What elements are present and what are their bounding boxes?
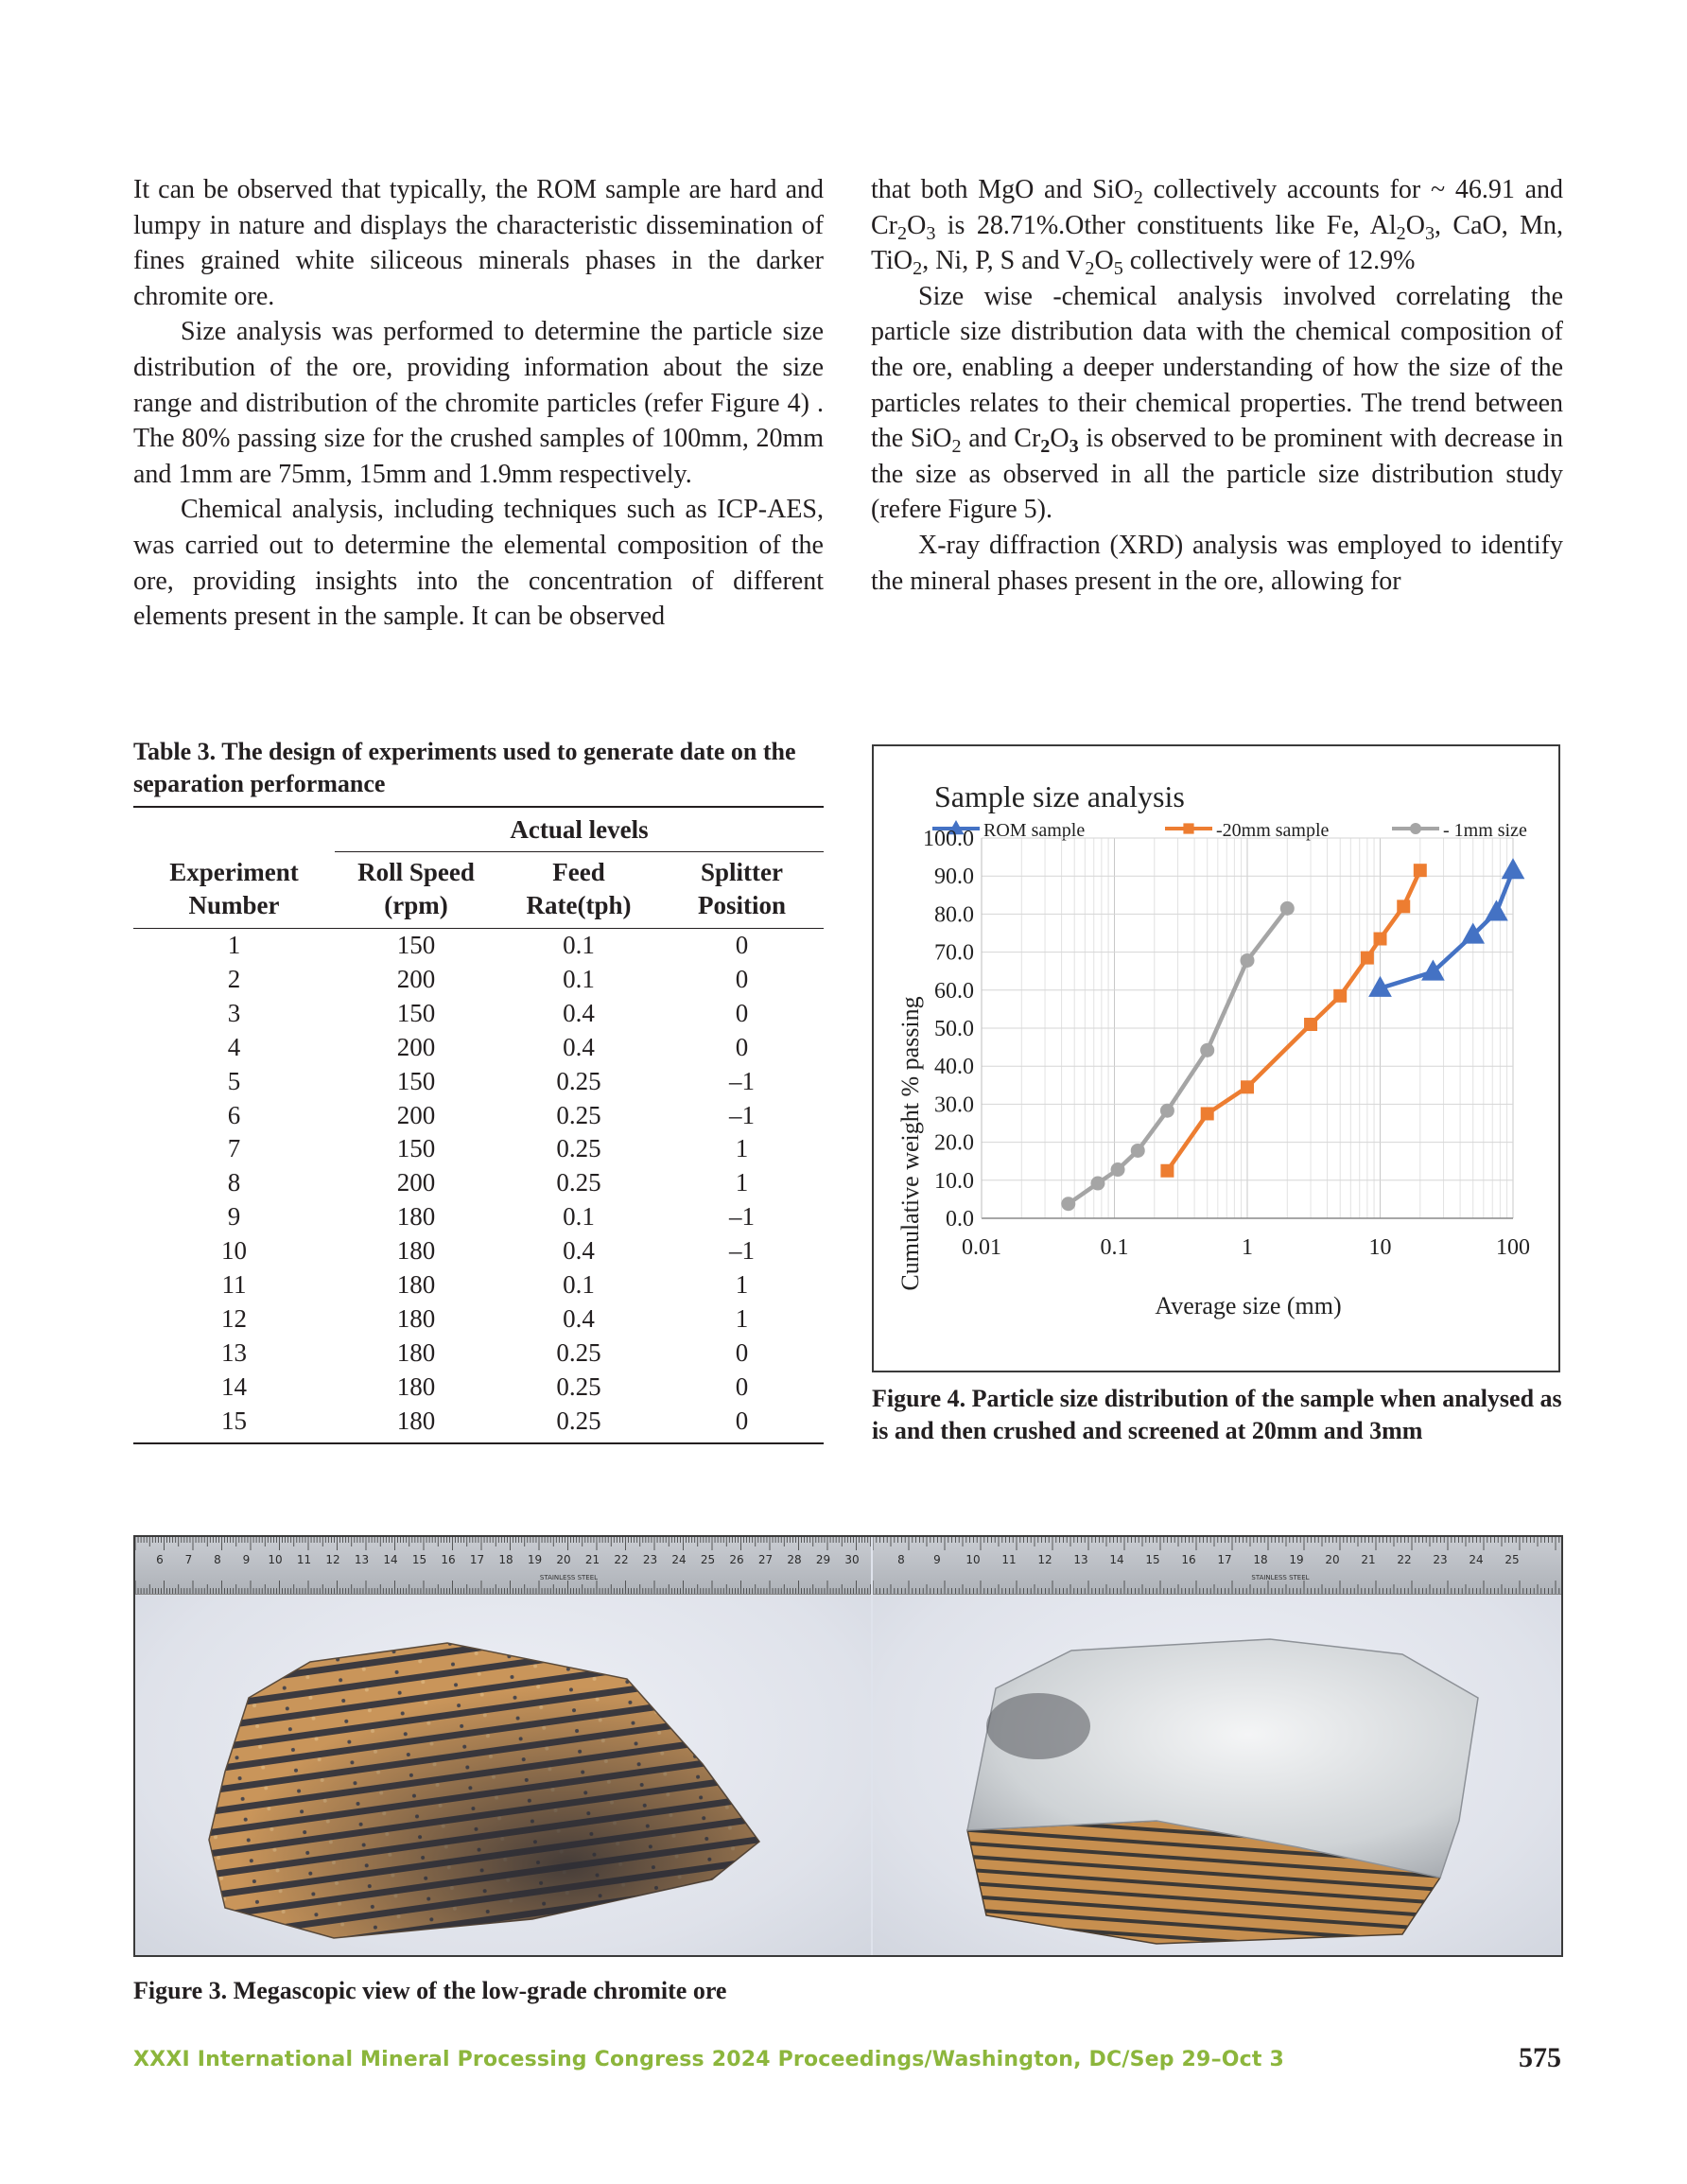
subscript: 2	[897, 222, 908, 244]
legend-label: ROM sample	[983, 820, 1086, 841]
table-cell: 9	[227, 1202, 241, 1232]
photo-rom-ore-sample	[135, 1537, 871, 1955]
y-axis-label: Cumulative weight % passing	[896, 996, 924, 1291]
ruler-label: 20	[1325, 1553, 1340, 1566]
text-run: O	[1405, 210, 1425, 240]
table-cell: 150	[396, 931, 436, 959]
figure-4-caption: Figure 4. Particle size distribution of the sample when analysed as is and then crushed and screened at 20mm and 3mm	[872, 1385, 1562, 1444]
table-row	[133, 929, 824, 963]
chart-grid	[982, 838, 1513, 1218]
y-tick-label: 30.0	[934, 1092, 974, 1118]
table-cell: –1	[729, 1066, 755, 1095]
header-actual-levels: Actual levels	[335, 807, 824, 852]
table-cell: 0	[735, 1032, 749, 1061]
table-cell: 150	[396, 1134, 436, 1163]
series-0	[1368, 858, 1524, 997]
data-point	[1304, 1018, 1317, 1031]
table-cell: 0.1	[563, 931, 595, 959]
table-cell: 0.4	[563, 998, 595, 1027]
table-row	[133, 1065, 824, 1099]
ruler-label: 12	[1037, 1553, 1052, 1566]
paragraph: X-ray diffraction (XRD) analysis was employed to identify the mineral phases present in the ore, allowing for	[871, 530, 1563, 596]
table-row	[133, 1234, 824, 1268]
text-run: , Ni, P, S and V	[922, 246, 1086, 276]
table-cell: 14	[221, 1372, 247, 1401]
ruler-label: 23	[642, 1553, 658, 1566]
table-cell: 0	[735, 1406, 749, 1435]
table-row	[133, 1302, 824, 1337]
text-run: is 28.71%.Other constituents like Fe, Al	[935, 210, 1397, 240]
data-point	[1201, 1107, 1214, 1120]
ruler-label: 8	[897, 1553, 905, 1566]
table-cell: 180	[396, 1202, 436, 1232]
text-run: Size wise -chemical analysis involved correlating the particle size distribution data with the chemical composition of the ore, enabling a deeper understanding of how the size of the particles relates to their chemical properties. The trend between the SiO	[871, 281, 1563, 454]
text-run: , CaO, Mn, TiO	[871, 210, 1563, 276]
table-cell: 5	[227, 1066, 241, 1095]
y-tick-label: 0.0	[946, 1207, 974, 1232]
y-tick-label: 20.0	[934, 1130, 974, 1156]
table-cell: 0.1	[563, 964, 595, 993]
table-cell: 180	[396, 1337, 436, 1367]
y-tick-label: 90.0	[934, 865, 974, 890]
table-cell: 180	[396, 1406, 436, 1435]
ruler-label: 11	[296, 1553, 312, 1566]
table-cell: 200	[396, 1168, 436, 1197]
table-row	[133, 1371, 824, 1405]
table-cell: 0.25	[556, 1134, 601, 1163]
data-point	[1241, 953, 1255, 968]
y-tick-label: 70.0	[934, 940, 974, 966]
ruler-label: 30	[844, 1553, 860, 1566]
x-tick-label: 10	[1368, 1235, 1392, 1260]
table-cell: 1	[735, 1270, 749, 1300]
data-point	[1111, 1162, 1125, 1177]
table-cell: 2	[227, 964, 241, 993]
table-cell: 1	[735, 1134, 749, 1163]
x-tick-label: 1	[1242, 1235, 1253, 1260]
legend-label: -20mm sample	[1216, 820, 1330, 841]
table-row	[133, 1200, 824, 1234]
ruler-label: 16	[441, 1553, 456, 1566]
table-row	[133, 963, 824, 997]
subscript: 3	[1424, 222, 1435, 244]
ruler-label: 14	[383, 1553, 398, 1566]
ruler-label: 22	[614, 1553, 629, 1566]
ruler-label: 12	[325, 1553, 340, 1566]
legend-label: - 1mm size	[1443, 820, 1527, 841]
table-cell: –1	[729, 1236, 755, 1266]
ruler-label: 23	[1433, 1553, 1448, 1566]
data-point	[1241, 1080, 1254, 1093]
table-cell: 11	[221, 1270, 247, 1300]
table-cell: 1	[735, 1303, 749, 1333]
data-point	[1183, 823, 1193, 833]
x-tick-label: 0.01	[962, 1235, 1001, 1260]
data-point	[1485, 900, 1508, 920]
text-run: O	[1094, 246, 1114, 276]
x-tick-label: 100	[1496, 1235, 1530, 1260]
data-point	[1410, 823, 1421, 834]
paragraph: Chemical analysis, including techniques such as ICP-AES, was carried out to determine the elemental composition of the ore, providing insights into the concentration of different elements present in the sample. It can be observed	[133, 495, 824, 632]
table-cell: 8	[227, 1168, 241, 1197]
ruler-label: 10	[268, 1553, 283, 1566]
table-cell: 200	[396, 964, 436, 993]
table-cell: 180	[396, 1303, 436, 1333]
data-point	[1502, 858, 1525, 879]
ruler-label: 18	[498, 1553, 513, 1566]
table-cell: 0.25	[556, 1372, 601, 1401]
paragraph: Size analysis was performed to determine the particle size distribution of the ore, providing information about the size range and distribution of the chromite particles (refer Figure 4) . The 80% passing size for the crushed samples of 100mm, 20mm and 1mm are 75mm, 15mm and 1.9mm respectively.	[133, 317, 824, 489]
header-roll-speed: Roll Speed (rpm)	[335, 852, 497, 929]
table-cell: 0.4	[563, 1303, 595, 1333]
figure-3-photos	[133, 1535, 1563, 1957]
table-3	[133, 736, 824, 1444]
y-tick-label: 40.0	[934, 1055, 974, 1080]
text-run: that both MgO and SiO	[871, 175, 1134, 204]
ruler-label: 25	[700, 1553, 716, 1566]
paragraph	[871, 279, 1563, 528]
series-line	[1167, 870, 1419, 1171]
paragraph	[871, 172, 1563, 279]
data-point	[1397, 900, 1410, 913]
table-cell: 180	[396, 1270, 436, 1300]
table-cell: 3	[227, 998, 241, 1027]
ruler-label: 16	[1181, 1553, 1196, 1566]
ruler-label: 26	[729, 1553, 744, 1566]
ruler-label: 13	[354, 1553, 370, 1566]
table-cell: –1	[729, 1202, 755, 1232]
y-tick-label: 50.0	[934, 1017, 974, 1041]
ruler-brand-label: STAINLESS STEEL	[539, 1574, 599, 1581]
ruler-label: 8	[214, 1553, 221, 1566]
table-cell: 0.25	[556, 1337, 601, 1367]
page-number: 575	[1519, 2042, 1561, 2073]
table-cell: 0.1	[563, 1202, 595, 1232]
ruler-label: 24	[671, 1553, 687, 1566]
data-point	[1361, 952, 1374, 965]
table-cell: 150	[396, 1066, 436, 1095]
ruler-label: 22	[1397, 1553, 1412, 1566]
table-caption: Table 3. The design of experiments used to generate date on the separation performance	[133, 738, 796, 797]
data-point	[1374, 933, 1387, 946]
table-cell: 6	[227, 1100, 241, 1129]
table-row	[133, 1405, 824, 1443]
table-row	[133, 997, 824, 1031]
figure-4-chart	[872, 744, 1560, 1372]
table-cell: 12	[221, 1303, 247, 1333]
data-point	[1160, 1104, 1174, 1118]
subscript: 2	[1133, 187, 1143, 209]
x-tick-label: 0.1	[1100, 1235, 1129, 1260]
figure-3-caption: Figure 3. Megascopic view of the low-grade chromite ore	[133, 1977, 727, 2004]
table-cell: 4	[227, 1032, 241, 1061]
data-point	[1414, 864, 1427, 877]
header-feed-rate: Feed Rate(tph)	[497, 852, 660, 929]
ruler-label: 15	[1145, 1553, 1160, 1566]
ruler-label: 19	[1289, 1553, 1304, 1566]
table-cell: 0	[735, 1337, 749, 1367]
table-cell: 0.4	[563, 1032, 595, 1061]
text-run: O	[907, 210, 927, 240]
table-cell: 1	[227, 931, 241, 959]
subscript: 2	[1085, 258, 1095, 280]
subscript: 3	[926, 222, 936, 244]
table-cell: 180	[396, 1372, 436, 1401]
data-point	[1131, 1144, 1145, 1158]
table-cell: 0	[735, 931, 749, 959]
subscript: 2	[913, 258, 923, 280]
ruler-label: 11	[1001, 1553, 1017, 1566]
ruler-label: 9	[242, 1553, 251, 1566]
ruler-label: 7	[184, 1553, 193, 1566]
ruler-label: 27	[757, 1553, 774, 1566]
chart-series	[1061, 858, 1524, 1211]
ruler-label: 21	[1361, 1553, 1376, 1566]
ruler-label: 17	[1217, 1553, 1232, 1566]
ruler-label: 13	[1073, 1553, 1088, 1566]
text-run: is observed to be prominent with decrease in the size as observed in all the particle size distribution study (refere Figure 5).	[871, 424, 1563, 525]
ruler-label: 29	[815, 1553, 831, 1566]
table-cell: 0	[735, 964, 749, 993]
subscript: 2	[1396, 222, 1406, 244]
table-row	[133, 1166, 824, 1200]
text-run: O	[1050, 424, 1070, 454]
ruler-label: 6	[156, 1553, 164, 1566]
table-cell: 0.25	[556, 1168, 601, 1197]
table-row	[133, 1337, 824, 1371]
ruler-label: 24	[1469, 1553, 1484, 1566]
right-text-column	[871, 172, 1563, 599]
ruler-label: 9	[933, 1553, 941, 1566]
subscript: 3	[1069, 436, 1079, 458]
text-run: and Cr	[961, 424, 1041, 454]
data-point	[1200, 1043, 1214, 1057]
paragraph: It can be observed that typically, the ROM sample are hard and lumpy in nature and displays the characteristic dissemination of fines grained white siliceous minerals phases in the darker chromite ore.	[133, 175, 824, 311]
data-point	[1090, 1177, 1104, 1191]
subscript: 5	[1113, 258, 1123, 280]
table-cell: 0.1	[563, 1270, 595, 1300]
table-cell: 10	[221, 1236, 247, 1266]
ruler-label: 19	[527, 1553, 543, 1566]
table-row	[133, 1268, 824, 1302]
ruler-label: 28	[787, 1553, 802, 1566]
table-body	[133, 929, 824, 1443]
table-cell: 0	[735, 1372, 749, 1401]
text-run: collectively accounts for ~ 46.91 and Cr	[871, 175, 1563, 240]
ruler-brand-label: STAINLESS STEEL	[1251, 1574, 1310, 1581]
header-splitter-position: Splitter Position	[660, 852, 824, 929]
chart-title: Sample size analysis	[934, 779, 1185, 813]
table-row	[133, 1099, 824, 1133]
chart-svg	[874, 746, 1558, 1371]
table-cell: 0.25	[556, 1100, 601, 1129]
y-tick-label: 60.0	[934, 978, 974, 1004]
ruler-label: 15	[411, 1553, 427, 1566]
ruler-label: 21	[584, 1553, 600, 1566]
header-experiment-number: Experiment Number	[133, 807, 335, 929]
series-line	[1381, 870, 1514, 988]
table-cell: 150	[396, 998, 436, 1027]
table-cell: 0.4	[563, 1236, 595, 1266]
ruler-label: 17	[469, 1553, 485, 1566]
table-row	[133, 1132, 824, 1166]
subscript: 2	[951, 436, 962, 458]
table-cell: –1	[729, 1100, 755, 1129]
data-point	[1333, 989, 1347, 1003]
x-axis-label: Average size (mm)	[1155, 1292, 1342, 1319]
table-cell: 200	[396, 1100, 436, 1129]
subscript: 2	[1040, 436, 1051, 458]
ruler-label: 18	[1253, 1553, 1268, 1566]
table-cell: 15	[221, 1406, 247, 1435]
y-tick-label: 80.0	[934, 902, 974, 928]
ruler-label: 25	[1504, 1553, 1520, 1566]
y-tick-label: 100.0	[923, 827, 974, 851]
experiment-design-table	[133, 806, 824, 1444]
data-point	[1061, 1197, 1075, 1211]
rock-left-image	[135, 1537, 871, 1955]
ruler-label: 20	[556, 1553, 571, 1566]
y-tick-label: 10.0	[934, 1168, 974, 1194]
table-cell: 0	[735, 998, 749, 1027]
table-cell: 180	[396, 1236, 436, 1266]
table-cell: 7	[227, 1134, 241, 1163]
data-point	[1280, 901, 1295, 916]
table-row	[133, 1031, 824, 1065]
photo-crushed-ore-sample	[873, 1537, 1561, 1955]
left-text-column	[133, 172, 824, 635]
rock-right-image	[873, 1537, 1561, 1955]
table-cell: 0.25	[556, 1066, 601, 1095]
ruler-label: 10	[965, 1553, 981, 1566]
table-cell: 0.25	[556, 1406, 601, 1435]
table-cell: 13	[221, 1337, 247, 1367]
table-cell: 200	[396, 1032, 436, 1061]
text-run: collectively were of 12.9%	[1122, 246, 1416, 276]
data-point	[1160, 1164, 1174, 1178]
footer-proceedings: XXXI International Mineral Processing Congress 2024 Proceedings/Washington, DC/Sep 29–Oct 3	[133, 2048, 1284, 2071]
table-cell: 1	[735, 1168, 749, 1197]
ruler-label: 14	[1109, 1553, 1124, 1566]
